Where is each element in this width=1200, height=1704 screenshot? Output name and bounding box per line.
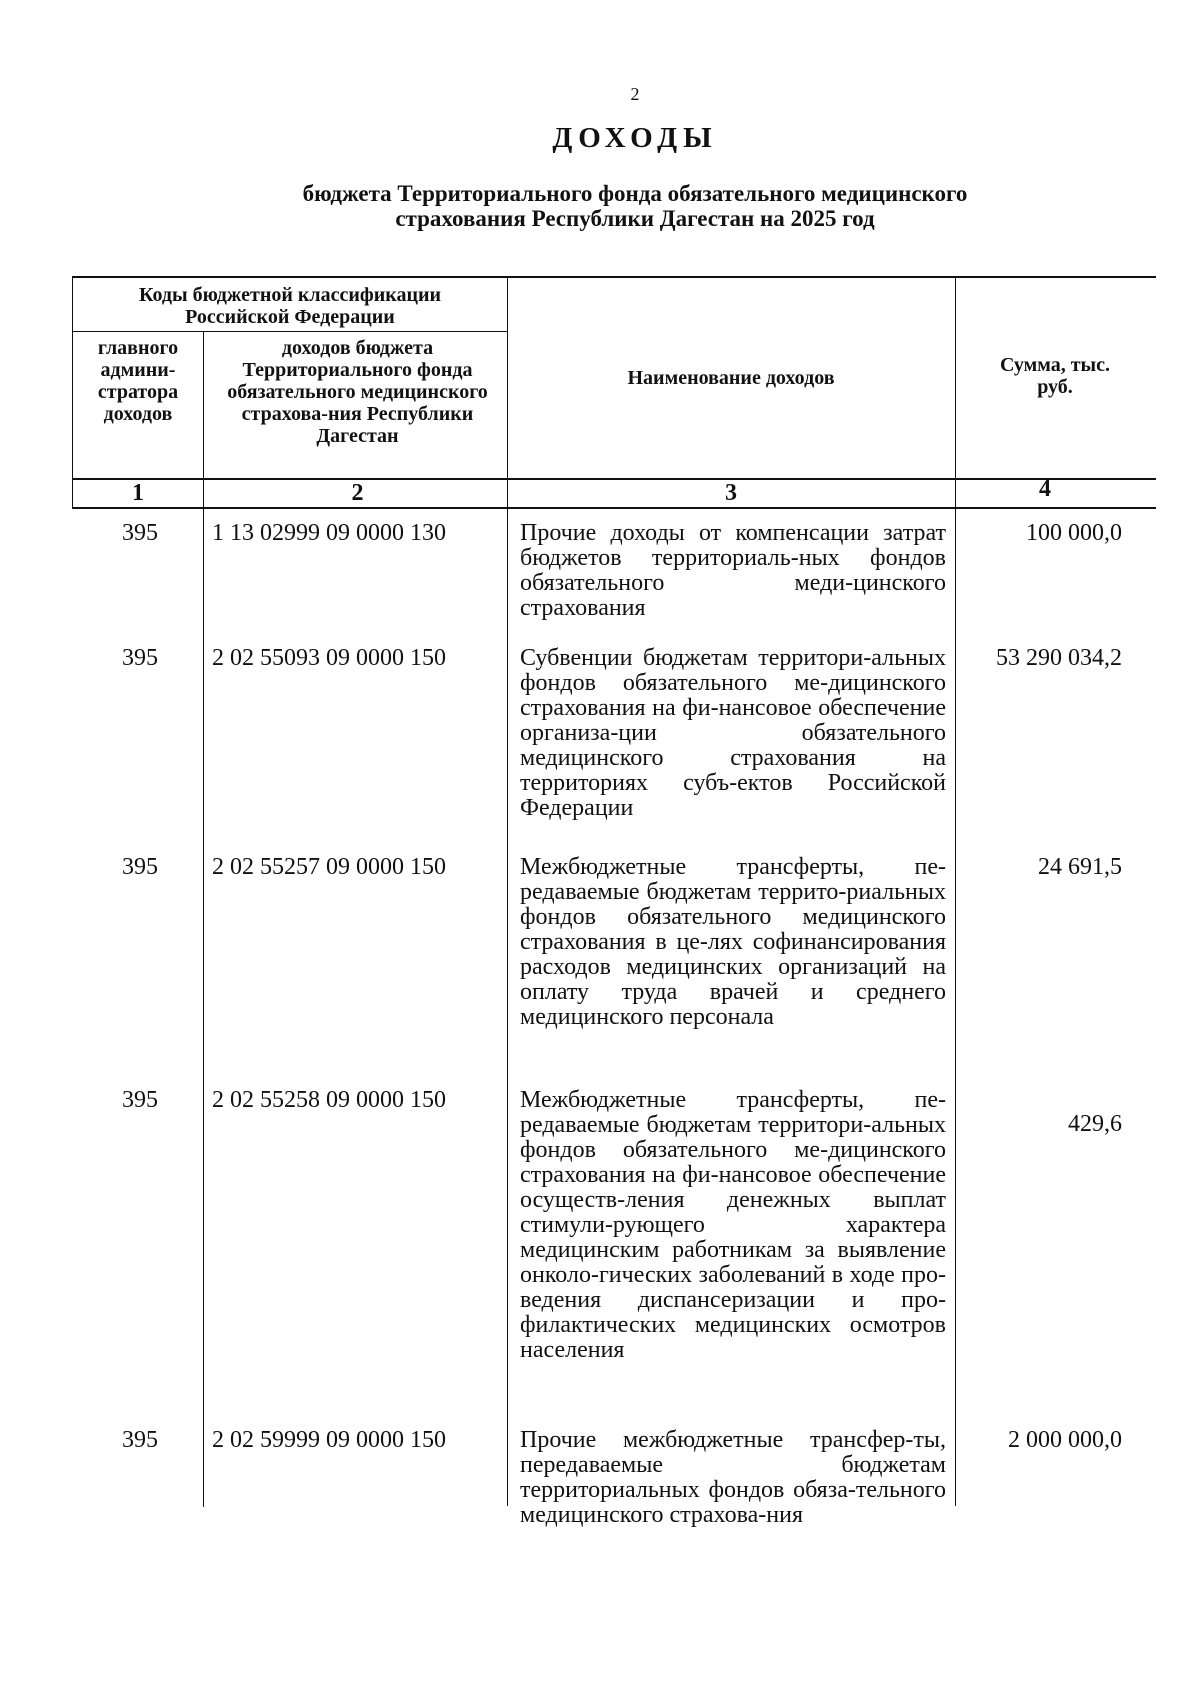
admin-code: 395 [122, 520, 158, 546]
header-group-title: Коды бюджетной классификации Российской Федерации [138, 284, 442, 328]
income-code: 1 13 02999 09 0000 130 [212, 520, 446, 546]
column-divider-3 [955, 276, 956, 1506]
group-header-divider [72, 331, 507, 332]
income-name: Субвенции бюджетам территори-альных фондов обязательного ме-дицинского страхования на фи-нансовое обеспечение организа-ции обязательного медицинского страхования на территориях субъ-ектов Российской Федерации [520, 645, 946, 821]
income-name: Межбюджетные трансферты, пе-редаваемые бюджетам террито-риальных фондов обязательного медицинского страхования в це-лях софинансирования расходов медицинских организаций на оплату труда врачей и среднего медицинского персонала [520, 854, 946, 1030]
column-number-3: 3 [725, 480, 737, 506]
income-name: Прочие доходы от компенсации затрат бюджетов территориаль-ных фондов обязательного меди-цинского страхования [520, 520, 946, 621]
column-number-2: 2 [351, 480, 364, 506]
admin-code: 395 [122, 645, 158, 671]
admin-code: 395 [122, 1087, 158, 1113]
header-income-name: Наименование доходов [627, 367, 835, 389]
income-sum: 53 290 034,2 [996, 645, 1122, 671]
header-income-code: доходов бюджета Территориального фонда обязательного медицинского страхова-ния Республики Дагестан [227, 337, 488, 447]
column-number-1: 1 [132, 480, 144, 506]
header-admin-code: главного админи-стратора доходов [97, 337, 179, 425]
income-name: Межбюджетные трансферты, пе-редаваемые бюджетам территори-альных фондов обязательного ме-дицинского страхования на фи-нансовое обеспечение осуществ-ления денежных выплат стимули-рующего характера медицинским работникам за выявление онколо-гических заболеваний в ходе про-ведения диспансеризации и про-филактических медицинских осмотров населения [520, 1087, 946, 1363]
admin-code: 395 [122, 854, 158, 880]
column-number-4: 4 [1039, 476, 1051, 502]
document-title: ДОХОДЫ [552, 122, 718, 154]
table-left-border [72, 276, 73, 509]
income-code: 2 02 55258 09 0000 150 [212, 1087, 446, 1113]
income-name: Прочие межбюджетные трансфер-ты, передаваемые бюджетам территориальных фондов обяза-тельного медицинского страхова-ния [520, 1427, 946, 1528]
income-code: 2 02 55257 09 0000 150 [212, 854, 446, 880]
table-top-border [72, 276, 1156, 278]
column-divider-2 [507, 276, 508, 1506]
page-number: 2 [630, 84, 640, 104]
numbers-bottom-border [72, 507, 1156, 509]
income-sum: 429,6 [1068, 1111, 1122, 1137]
header-sum: Сумма, тыс. руб. [999, 354, 1111, 398]
income-code: 2 02 59999 09 0000 150 [212, 1427, 446, 1453]
document-subtitle: бюджета Территориального фонда обязательного медицинского страхования Республики Дагестан на 2025 год [302, 181, 968, 231]
income-code: 2 02 55093 09 0000 150 [212, 645, 446, 671]
income-sum: 2 000 000,0 [1008, 1427, 1122, 1453]
column-divider-1 [203, 331, 204, 1507]
income-sum: 24 691,5 [1038, 854, 1122, 880]
income-sum: 100 000,0 [1026, 520, 1122, 546]
admin-code: 395 [122, 1427, 158, 1453]
